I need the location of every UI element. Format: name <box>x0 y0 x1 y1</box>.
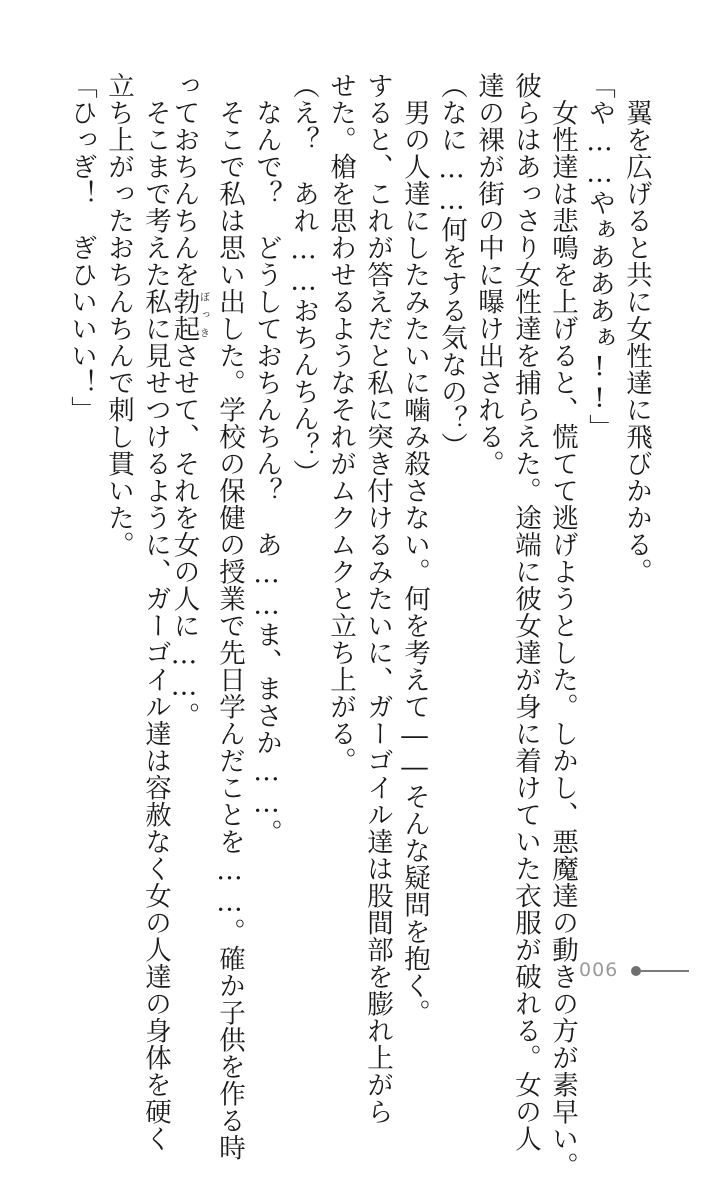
ruby-reading: ぼっき <box>197 288 209 342</box>
bullet-dot-icon <box>631 966 641 976</box>
text-column-9: せた。槍を思わせるようなそれがムクムクと立ち上がる。 <box>325 72 356 774</box>
text-column-1: 翼を広げると共に女性達に飛びかかる。 <box>621 72 652 585</box>
text-column-11: なんで？ どうしておちんちん？ あ……ま、まさか……。 <box>251 72 282 846</box>
text-column-5: 達の裸が街の中に曝け出される。 <box>473 72 504 477</box>
page-number: 006 <box>579 959 619 981</box>
text-column-14: そこまで考えた私に見せつけるように、ガーゴイル達は容赦なく女の人達の身体を硬く <box>140 72 171 1152</box>
text-column-12: そこで私は思い出した。学校の保健の授業で先日学んだことを……。確か子供を作る時 <box>214 72 245 1161</box>
text-column-2: 「や……やぁあああぁ!!」 <box>584 72 615 441</box>
text-column-8: すると、これが答えだと私に突き付けるみたいに、ガーゴイル達は股間部を膨れ上がら <box>362 72 393 1125</box>
text-column-4: 彼らはあっさり女性達を捕らえた。途端に彼女達が身に着けていた衣服が破れる。女の人 <box>510 72 541 1152</box>
text-column-3: 女性達は悲鳴を上げると、慌てて逃げようとした。しかし、悪魔達の動きの方が素早い。 <box>547 72 578 1179</box>
text-column-16: 「ひっぎ！ ぎひいいい！」 <box>66 72 97 423</box>
text-column-13-lead: っておちんちんを勃起ぼっきさせて、それを女の人に……。 <box>168 72 209 729</box>
text-column-7: 男の人達にしたみたいに噛み殺さない。何を考えて――そんな疑問を抱く。 <box>399 72 430 1026</box>
page-footer <box>569 957 709 987</box>
text-column-15: 立ち上がったおちんちんで刺し貫いた。 <box>103 72 134 558</box>
footer-rule <box>641 970 689 972</box>
text-column-6: （なに……何をする気なの？） <box>436 72 467 459</box>
text-column-10: （え？ あれ……おちんちん？） <box>288 72 319 486</box>
text-column-13 <box>168 72 209 729</box>
ruby-annotation: 勃起ぼっき <box>168 288 209 342</box>
